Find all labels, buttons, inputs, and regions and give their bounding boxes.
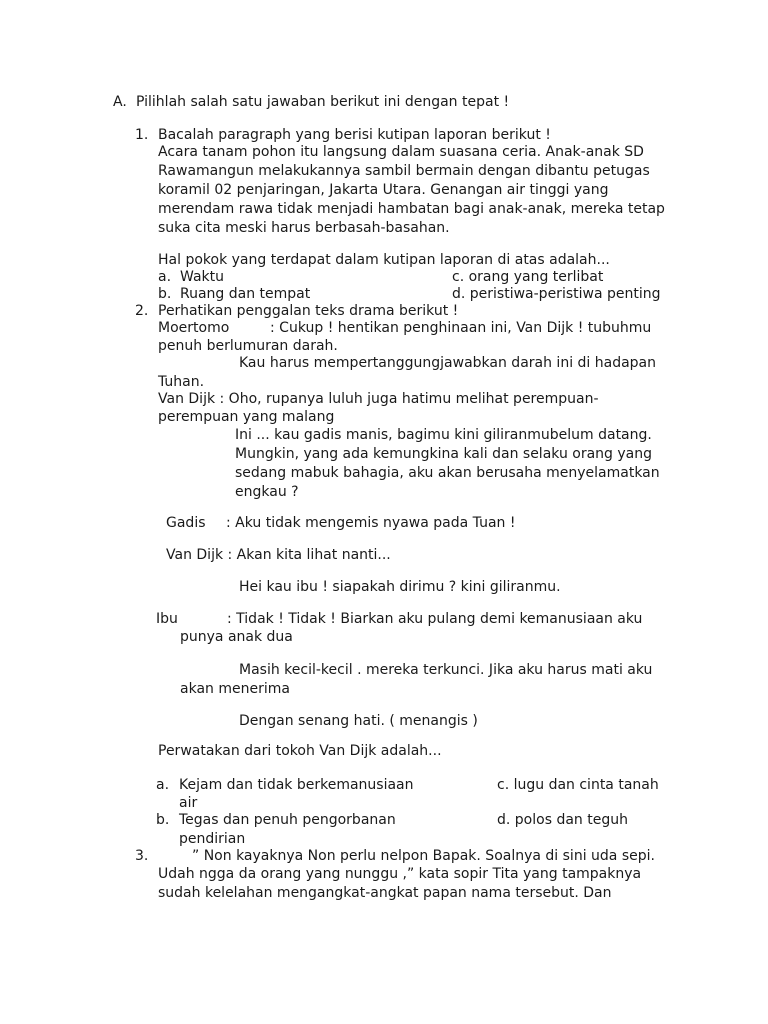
q3-line: ” Non kayaknya Non perlu nelpon Bapak. Soalnya di sini uda sepi. <box>192 848 655 864</box>
q2-option-c-wrap: air <box>179 795 198 811</box>
dialogue-speaker-gadis: Gadis <box>166 515 206 531</box>
dialogue-line: Hei kau ibu ! siapakah dirimu ? kini giliranmu. <box>239 579 561 595</box>
dialogue-line: Van Dijk : Oho, rupanya luluh juga hatimu melihat perempuan- <box>158 391 599 407</box>
q2-option-d: d. polos dan teguh <box>497 812 628 828</box>
dialogue-line: engkau ? <box>235 484 299 500</box>
dialogue-line: akan menerima <box>180 681 290 697</box>
q1-option-d: d. peristiwa-peristiwa penting <box>452 286 661 302</box>
dialogue-line: Dengan senang hati. ( menangis ) <box>239 713 478 729</box>
q3-number: 3. <box>135 848 149 864</box>
q1-option-a: Waktu <box>180 269 224 285</box>
q2-option-a-marker: a. <box>156 777 170 793</box>
dialogue-line: : Tidak ! Tidak ! Biarkan aku pulang demi kemanusiaan aku <box>227 611 643 627</box>
dialogue-line: sedang mabuk bahagia, aku akan berusaha menyelamatkan <box>235 465 660 481</box>
q2-prompt: Perhatikan penggalan teks drama berikut ! <box>158 303 459 319</box>
q2-option-c: c. lugu dan cinta tanah <box>497 777 659 793</box>
dialogue-line: penuh berlumuran darah. <box>158 338 338 354</box>
q1-passage-line: suka cita meski harus berbasah-basahan. <box>158 220 450 236</box>
q3-line: Udah ngga da orang yang nunggu ,” kata sopir Tita yang tampaknya <box>158 866 642 882</box>
q2-number: 2. <box>135 303 149 319</box>
dialogue-speaker-ibu: Ibu <box>156 611 178 627</box>
dialogue-line: : Cukup ! hentikan penghinaan ini, Van Dijk ! tubuhmu <box>270 320 652 336</box>
q2-question: Perwatakan dari tokoh Van Dijk adalah... <box>158 743 442 759</box>
q2-option-d-wrap: pendirian <box>179 831 246 847</box>
dialogue-line: Tuhan. <box>158 374 205 390</box>
q1-option-b-marker: b. <box>158 286 172 302</box>
q1-option-a-marker: a. <box>158 269 172 285</box>
q1-passage-line: Acara tanam pohon itu langsung dalam suasana ceria. Anak-anak SD <box>158 144 644 160</box>
dialogue-line: Van Dijk : Akan kita lihat nanti... <box>166 547 391 563</box>
q1-passage-line: Rawamangun melakukannya sambil bermain dengan dibantu petugas <box>158 163 650 179</box>
dialogue-line: Mungkin, yang ada kemungkina kali dan selaku orang yang <box>235 446 653 462</box>
section-marker: A. <box>113 94 127 110</box>
q1-option-c: c. orang yang terlibat <box>452 269 604 285</box>
dialogue-line: Kau harus mempertanggungjawabkan darah ini di hadapan <box>239 355 657 371</box>
q1-question: Hal pokok yang terdapat dalam kutipan laporan di atas adalah... <box>158 252 610 268</box>
q1-option-b: Ruang dan tempat <box>180 286 311 302</box>
section-title: Pilihlah salah satu jawaban berikut ini dengan tepat ! <box>136 94 510 110</box>
q1-number: 1. <box>135 127 149 143</box>
dialogue-line: Ini ... kau gadis manis, bagimu kini giliranmubelum datang. <box>235 427 652 443</box>
dialogue-speaker-moertomo: Moertomo <box>158 320 230 336</box>
q1-passage-line: koramil 02 penjaringan, Jakarta Utara. Genangan air tinggi yang <box>158 182 609 198</box>
q3-line: sudah kelelahan mengangkat-angkat papan nama tersebut. Dan <box>158 885 612 901</box>
q2-option-b-marker: b. <box>156 812 170 828</box>
dialogue-line: : Aku tidak mengemis nyawa pada Tuan ! <box>226 515 516 531</box>
q1-passage-line: merendam rawa tidak menjadi hambatan bagi anak-anak, mereka tetap <box>158 201 665 217</box>
q2-option-b: Tegas dan penuh pengorbanan <box>179 812 396 828</box>
q1-prompt: Bacalah paragraph yang berisi kutipan laporan berikut ! <box>158 127 551 143</box>
dialogue-line: punya anak dua <box>180 629 293 645</box>
dialogue-line: Masih kecil-kecil . mereka terkunci. Jika aku harus mati aku <box>239 662 653 678</box>
q2-option-a: Kejam dan tidak berkemanusiaan <box>179 777 414 793</box>
dialogue-line: perempuan yang malang <box>158 409 335 425</box>
